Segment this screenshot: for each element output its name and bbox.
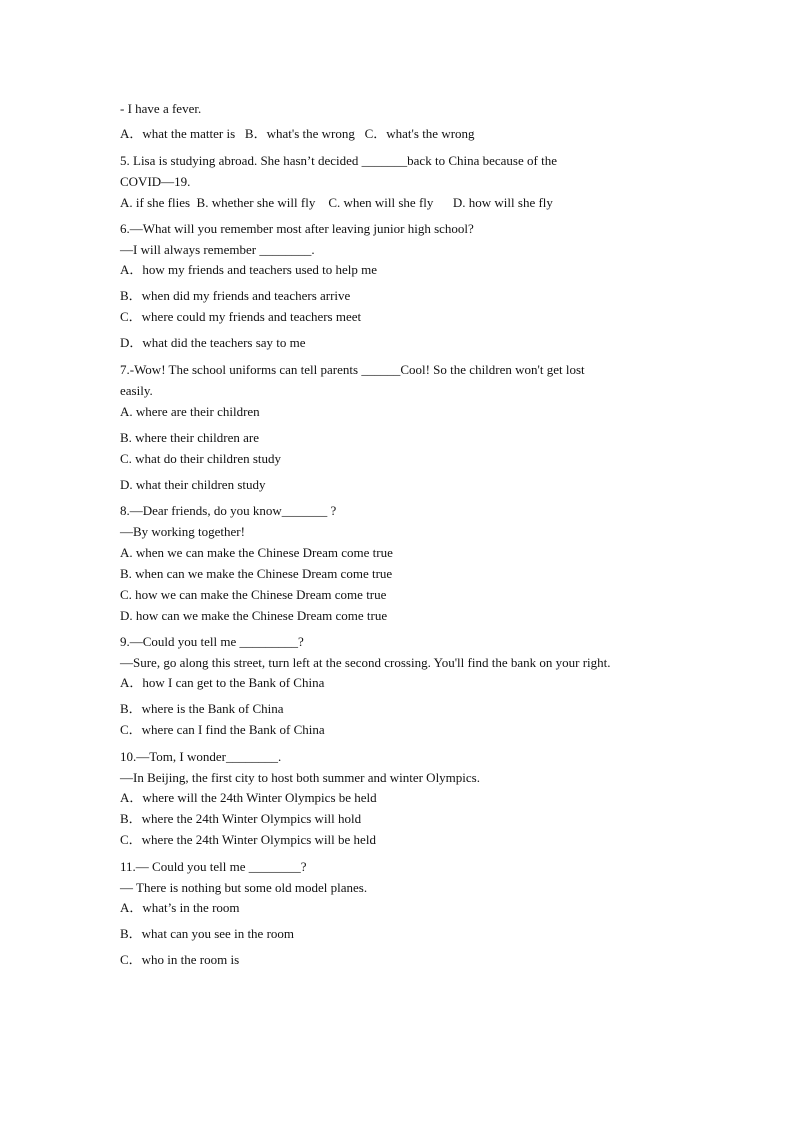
- option-d: D．what did the teachers say to me: [120, 335, 306, 350]
- question-11-response: — There is nothing but some old model planes.: [120, 880, 368, 895]
- question-10-response: —In Beijing, the first city to host both summer and winter Olympics.: [120, 770, 480, 785]
- question-10: 10.—Tom, I wonder________.: [120, 749, 282, 764]
- option-b: B．when did my friends and teachers arrive: [120, 288, 351, 303]
- option-b: B．what can you see in the room: [120, 926, 295, 941]
- question-7: 7.-Wow! The school uniforms can tell parents ______Cool! So the children won't get lost: [120, 362, 585, 377]
- option-c: C. what do their children study: [120, 451, 282, 466]
- question-6: 6.—What will you remember most after leaving junior high school?: [120, 221, 474, 236]
- option-c: C．where can I find the Bank of China: [120, 722, 325, 737]
- option-a: A．where will the 24th Winter Olympics be held: [120, 790, 377, 805]
- option-c: C. how we can make the Chinese Dream come true: [120, 587, 387, 602]
- option-d: D. what their children study: [120, 477, 266, 492]
- question-5-cont: COVID—19.: [120, 174, 191, 189]
- option-a: A．what’s in the room: [120, 900, 240, 915]
- option-b: B. when can we make the Chinese Dream come true: [120, 566, 393, 581]
- option-c: C．where could my friends and teachers meet: [120, 309, 362, 324]
- option-a: A．how I can get to the Bank of China: [120, 675, 325, 690]
- question-9: 9.—Could you tell me _________?: [120, 634, 304, 649]
- options-line: A．what the matter is B．what's the wrong C．what's the wrong: [120, 126, 475, 141]
- question-11: 11.— Could you tell me ________?: [120, 859, 307, 874]
- question-5: 5. Lisa is studying abroad. She hasn’t decided _______back to China because of the: [120, 153, 557, 168]
- option-a: A. when we can make the Chinese Dream come true: [120, 545, 393, 560]
- question-9-response: —Sure, go along this street, turn left at the second crossing. You'll find the bank on your right.: [120, 655, 611, 670]
- option-b: B. where their children are: [120, 430, 259, 445]
- option-b: B．where is the Bank of China: [120, 701, 284, 716]
- question-6-response: —I will always remember ________.: [120, 242, 315, 257]
- options-line: A. if she flies B. whether she will fly C. when will she fly D. how will she fly: [120, 195, 553, 210]
- question-8: 8.—Dear friends, do you know_______ ?: [120, 503, 337, 518]
- question-7-cont: easily.: [120, 383, 153, 398]
- option-a: A．how my friends and teachers used to help me: [120, 262, 378, 277]
- answer-line: - I have a fever.: [120, 101, 202, 116]
- option-a: A. where are their children: [120, 404, 260, 419]
- option-c: C．where the 24th Winter Olympics will be held: [120, 832, 376, 847]
- option-d: D. how can we make the Chinese Dream come true: [120, 608, 388, 623]
- question-8-response: —By working together!: [120, 524, 245, 539]
- option-c: C．who in the room is: [120, 952, 240, 967]
- option-b: B．where the 24th Winter Olympics will hold: [120, 811, 362, 826]
